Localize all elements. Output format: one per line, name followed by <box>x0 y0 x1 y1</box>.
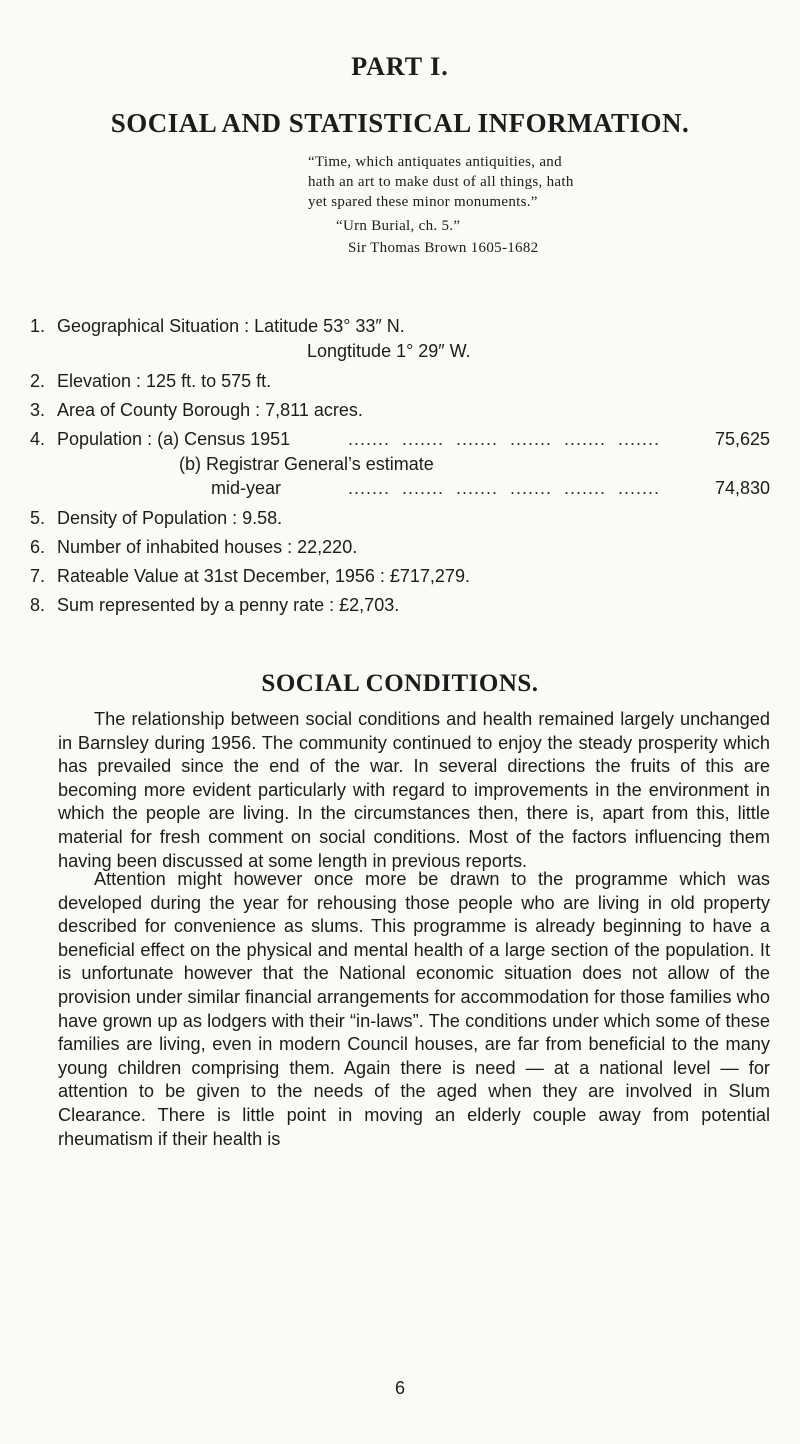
item-number: 4. <box>30 429 46 449</box>
item-number: 2. <box>30 371 46 391</box>
item-number: 6. <box>30 537 46 557</box>
item-text: Sum represented by a penny rate : £2,703. <box>57 595 400 615</box>
epigraph-author: Sir Thomas Brown 1605-1682 <box>348 240 539 256</box>
item-number: 3. <box>30 400 46 420</box>
leader-dots: ....... ....... ....... ....... ....... ....... <box>348 429 661 449</box>
epigraph-line-2: hath an art to make dust of all things, hath <box>308 174 574 190</box>
page-number: 6 <box>394 1378 405 1398</box>
item-number: 1. <box>30 316 46 336</box>
item-text: Longtitude 1° 29″ W. <box>307 341 471 361</box>
epigraph-source: “Urn Burial, ch. 5.” <box>336 218 461 234</box>
item-value: 75,625 <box>714 429 770 449</box>
main-heading: SOCIAL AND STATISTICAL INFORMATION. <box>110 108 690 138</box>
item-text: mid-year <box>211 478 282 498</box>
epigraph <box>308 152 778 258</box>
item-text: Area of County Borough : 7,811 acres. <box>57 400 363 420</box>
item-number: 7. <box>30 566 46 586</box>
item-text: Geographical Situation : Latitude 53° 33″ N. <box>57 316 405 336</box>
item-text: Rateable Value at 31st December, 1956 : £717,279. <box>57 566 470 586</box>
section-heading: SOCIAL CONDITIONS. <box>261 670 539 697</box>
epigraph-line-1: “Time, which antiquates antiquities, and <box>308 154 562 170</box>
epigraph-line-3: yet spared these minor monuments.” <box>308 194 538 210</box>
item-text: (b) Registrar General’s estimate <box>179 454 434 474</box>
item-text: Number of inhabited houses : 22,220. <box>57 537 358 557</box>
item-text: Population : (a) Census 1951 <box>57 429 291 449</box>
item-number: 8. <box>30 595 46 615</box>
item-number: 5. <box>30 508 46 528</box>
item-text: Density of Population : 9.58. <box>57 508 283 528</box>
part-heading: PART I. <box>351 52 449 81</box>
leader-dots: ....... ....... ....... ....... ....... ....... <box>348 478 661 498</box>
item-text: Elevation : 125 ft. to 575 ft. <box>57 371 272 391</box>
paragraph-2: Attention might however once more be drawn to the programme which was developed during the year for rehousing those people who are living in old property described for convenience as slums. This programme is already beginning to have a beneficial effect on the physical and mental health of a large section of the population. It is unfortunate however that the National economic situation does not allow of the provision under similar financial arrangements for accommodation for those families who have grown up as lodgers with their “in-laws”. The conditions under which some of these families are living, even in modern Council houses, are far from beneficial to the many young children comprising them. Again there is need — at a national level — for attention to be given to the needs of the aged when they are involved in Slum Clearance. There is little point in moving an elderly couple away from potential rheumatism if their health is <box>58 869 770 1149</box>
item-value: 74,830 <box>714 478 770 498</box>
paragraph-1: The relationship between social conditions and health remained largely unchanged in Barnsley during 1956. The community continued to enjoy the steady prosperity which has prevailed since the end of the war. In several directions the fruits of this are becoming more evident particularly with regard to improvements in the environment in which the people are living. In the circumstances then, there is, apart from this, little material for fresh comment on social conditions. Most of the factors influencing them having been discussed at some length in previous reports. <box>58 709 770 871</box>
